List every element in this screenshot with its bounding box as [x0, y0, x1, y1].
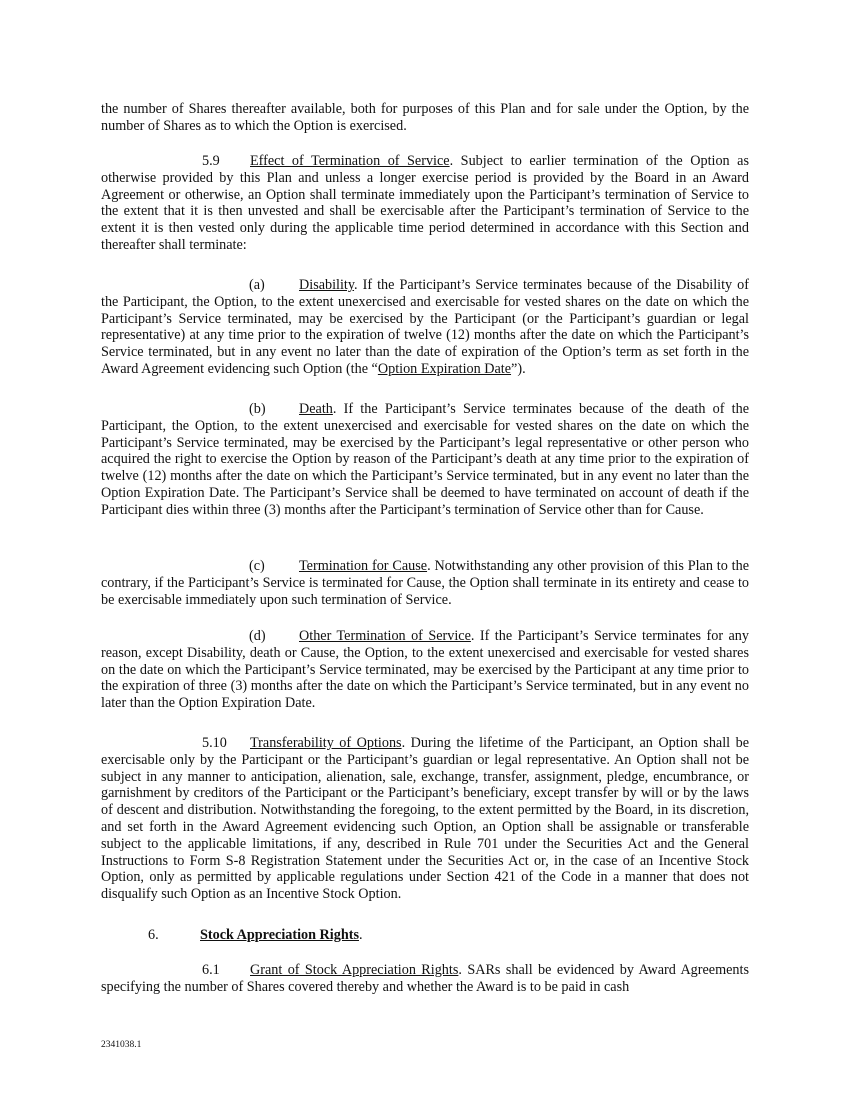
- section-title: Grant of Stock Appreciation Rights: [250, 962, 459, 978]
- subsection-a-paragraph: [101, 277, 749, 378]
- section-title: Effect of Termination of Service: [250, 153, 450, 169]
- section-number: 5.9: [202, 153, 220, 169]
- section-5-9-paragraph: [101, 153, 749, 254]
- section-body: . SARs shall be evidenced by Award Agreements specifying the number of Shares covered thereby and whether the Award is to be paid in cash: [101, 962, 749, 995]
- document-id-footer: 2341038.1: [101, 1040, 142, 1050]
- section-number: 6.: [148, 927, 159, 943]
- section-number: 5.10: [202, 735, 227, 751]
- subsection-body: . If the Participant’s Service terminates because of the death of the Participant, the Option, to the extent unexercised and exercisable for vested shares on the date on which the Participant’s Service terminated, may be exercised by the Participant’s legal representative or other person who acquired the right to exercise the Option by reason of the Participant’s death at any time prior to the expiration of twelve (12) months after the date on which the Participant’s Service terminated, but in any event no later than the Option Expiration Date. The Participant’s Service shall be deemed to have terminated on account of death if the Participant dies within three (3) months after the Participant’s termination of Service other than for Cause.: [101, 401, 749, 518]
- defined-term-open-quote: “: [371, 360, 378, 377]
- subsection-c-paragraph: [101, 558, 749, 608]
- subsection-b-paragraph: [101, 401, 749, 519]
- subsection-title: Other Termination of Service: [299, 628, 471, 644]
- section-6-heading: [148, 927, 363, 944]
- defined-term: Option Expiration Date: [377, 360, 512, 377]
- subsection-label: (a): [249, 277, 265, 293]
- section-body: . Subject to earlier termination of the Option as otherwise provided by this Plan and unless a longer exercise period is provided by the Board in an Award Agreement or otherwise, an Option shall terminate immediately upon the Participant’s termination of Service to the extent that it is then unvested and shall be exercisable after the Participant’s termination of Service to the extent it is then vested only during the applicable time period determined in accordance with this Section and thereafter shall terminate:: [101, 153, 749, 253]
- subsection-title: Death: [299, 401, 333, 417]
- heading-period: .: [358, 927, 363, 943]
- subsection-body: . If the Participant’s Service terminates for any reason, except Disability, death or Cause, the Option, to the extent unexercised and exercisable for vested shares on the date on which the Participant’s Service terminated, may be exercised by the Participant at any time prior to the expiration of three (3) months after the date on which the Participant’s Service terminated, but in any event no later than the Option Expiration Date.: [101, 628, 749, 712]
- subsection-title: Termination for Cause: [299, 558, 428, 574]
- defined-term-close-quote: ”).: [511, 360, 526, 377]
- subsection-body: . If the Participant’s Service terminates because of the Disability of the Participant, the Option, to the extent unexercised and exercisable for vested shares on the date on which the Participant’s Service terminated, may be exercised by the Participant (or the Participant’s guardian or legal representative) at any time prior to the expiration of twelve (12) months after the date on which the Participant’s Service terminated, but in any event no later than the date of expiration of the Option’s term as set forth in the Award Agreement evidencing such Option (the: [101, 277, 749, 377]
- section-number: 6.1: [202, 962, 220, 978]
- section-title: Transferability of Options: [250, 735, 402, 751]
- section-5-10-paragraph: [101, 735, 749, 903]
- subsection-body: . Notwithstanding any other provision of this Plan to the contrary, if the Participant’s Service is terminated for Cause, the Option shall terminate in its entirety and cease to be exercisable immediately upon such termination of Service.: [101, 558, 749, 608]
- section-title: Stock Appreciation Rights: [200, 927, 359, 943]
- subsection-label: (c): [249, 558, 265, 574]
- subsection-d-paragraph: [101, 628, 749, 712]
- subsection-label: (b): [249, 401, 266, 417]
- subsection-label: (d): [249, 628, 266, 644]
- subsection-title: Disability: [299, 277, 355, 293]
- intro-text: the number of Shares thereafter available, both for purposes of this Plan and for sale under the Option, by the number of Shares as to which the Option is exercised.: [101, 101, 749, 134]
- section-6-1-paragraph: [101, 962, 749, 996]
- section-body: . During the lifetime of the Participant, an Option shall be exercisable only by the Participant or the Participant’s guardian or legal representative. An Option shall not be subject in any manner to anticipation, alienation, sale, exchange, transfer, assignment, pledge, encumbrance, or garnishment by creditors of the Participant or the Participant’s beneficiary, except transfer by will or by the laws of descent and distribution. Notwithstanding the foregoing, to the extent permitted by the Board, in its discretion, and set forth in the Award Agreement evidencing such Option, an Option shall be assignable or transferable subject to the applicable limitations, if any, described in Rule 701 under the Securities Act and the General Instructions to Form S-8 Registration Statement under the Securities Act or, in the case of an Incentive Stock Option, only as permitted by applicable regulations under Section 421 of the Code in a manner that does not disqualify such Option as an Incentive Stock Option.: [101, 735, 749, 903]
- intro-paragraph: [101, 101, 749, 135]
